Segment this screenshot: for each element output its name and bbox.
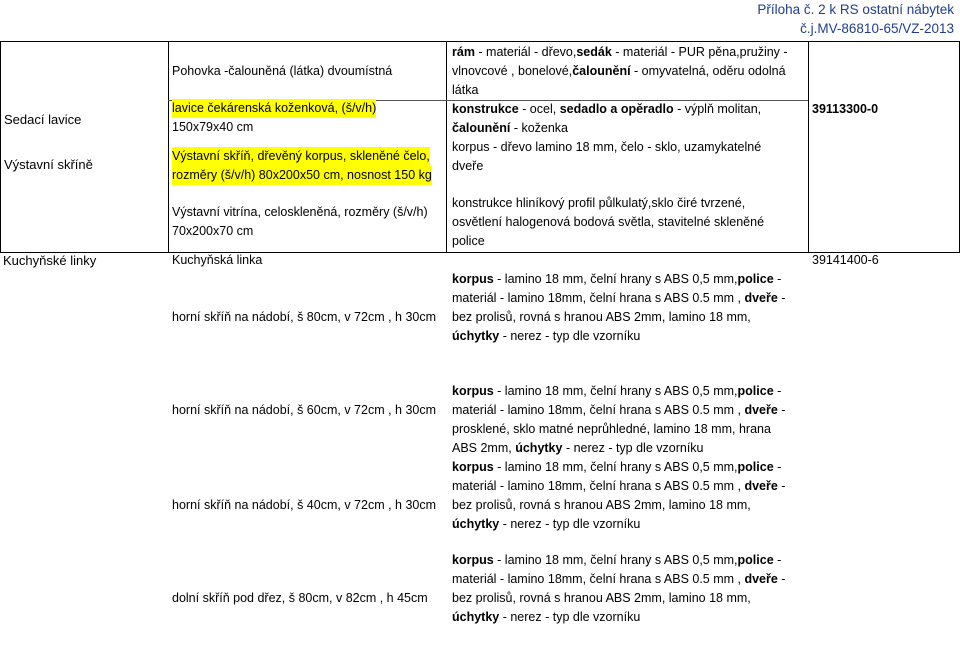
item-name-vystavni-skrin: Výstavní skříň, dřevěný korpus, skleněné čelo, rozměry (š/v/h) 80x200x50 cm, nosnost 150 kg (172, 147, 432, 185)
category-vystavni: Výstavní skříně (4, 157, 93, 172)
header-line-1: Příloha č. 2 k RS ostatní nábytek (757, 2, 954, 17)
header-line-2: č.j.MV-86810-65/VZ-2013 (800, 21, 954, 36)
desc-line: bez prolisů, rovná s hranou ABS 2mm, lamino 18 mm, (452, 591, 751, 605)
kitchen-item-name-4: dolní skříň pod dřez, š 80cm, v 82cm , h 45cm (172, 591, 428, 605)
code-sedaci: 39113300-0 (812, 102, 879, 116)
kuchynska-linka-label: Kuchyňská linka (172, 253, 263, 267)
desc-line: korpus - lamino 18 mm, čelní hrany s ABS 0,5 mm,police - (452, 384, 782, 398)
desc-line: korpus - lamino 18 mm, čelní hrany s ABS 0,5 mm,police - (452, 553, 782, 567)
desc-line: materiál - lamino 18mm, čelní hrana s ABS 0.5 mm , dveře - (452, 291, 786, 305)
kitchen-item-desc-4 (452, 551, 785, 627)
desc-line: rám - materiál - dřevo,sedák - materiál - PUR pěna,pružiny - (452, 45, 788, 59)
item-desc-vitrina (452, 194, 764, 251)
code-kuchynske: 39141400-6 (812, 253, 879, 267)
document-header (757, 0, 954, 38)
category-sedaci: Sedací lavice (4, 112, 82, 127)
desc-line: police (452, 234, 485, 248)
desc-line: ABS 2mm, úchytky - nerez - typ dle vzorníku (452, 441, 704, 455)
desc-line: látka (452, 83, 479, 97)
desc-line: dveře (452, 159, 484, 173)
item-desc-pohovka (452, 43, 788, 100)
desc-line: korpus - lamino 18 mm, čelní hrany s ABS 0,5 mm,police - (452, 272, 782, 286)
item-name-pohovka: Pohovka -čalouněná (látka) dvoumístná (172, 64, 393, 78)
table-divider-2 (446, 41, 447, 253)
desc-line: úchytky - nerez - typ dle vzorníku (452, 329, 641, 343)
desc-line: korpus - lamino 18 mm, čelní hrany s ABS 0,5 mm,police - (452, 460, 782, 474)
item-desc-vystavni-skrin (452, 138, 761, 176)
desc-line: materiál - lamino 18mm, čelní hrana s ABS 0.5 mm , dveře - (452, 479, 786, 493)
desc-line: úchytky - nerez - typ dle vzorníku (452, 517, 641, 531)
category-kuchynske: Kuchyňské linky (3, 253, 97, 268)
item-desc-lavice (452, 100, 761, 138)
desc-line: bez prolisů, rovná s hranou ABS 2mm, lamino 18 mm, (452, 310, 751, 324)
kitchen-item-name-2: horní skříň na nádobí, š 60cm, v 72cm , h 30cm (172, 403, 437, 417)
desc-line: úchytky - nerez - typ dle vzorníku (452, 610, 641, 624)
kitchen-item-desc-3 (452, 458, 785, 534)
desc-line: prosklené, sklo matné neprůhledné, lamino 18 mm, hrana (452, 422, 771, 436)
desc-line: vlnovcové , bonelové,čalounění - omyvatelná, oděru odolná (452, 64, 786, 78)
kitchen-item-name-3: horní skříň na nádobí, š 40cm, v 72cm , h 30cm (172, 498, 437, 512)
table-border-left (0, 41, 1, 253)
desc-line: osvětlení halogenová bodová světla, stavitelné skleněné (452, 215, 765, 229)
item-name-vitrina: Výstavní vitrína, celoskleněná, rozměry (š/v/h) 70x200x70 cm (172, 205, 428, 238)
kitchen-item-desc-1 (452, 270, 785, 346)
desc-line: korpus - dřevo lamino 18 mm, čelo - sklo, uzamykatelné (452, 140, 762, 154)
desc-line: konstrukce - ocel, sedadlo a opěradlo - výplň molitan, (452, 102, 762, 116)
table-border-top (0, 41, 960, 42)
kitchen-item-desc-2 (452, 382, 785, 458)
desc-line: bez prolisů, rovná s hranou ABS 2mm, lamino 18 mm, (452, 498, 751, 512)
desc-line: materiál - lamino 18mm, čelní hrana s ABS 0.5 mm , dveře - (452, 572, 786, 586)
kitchen-item-name-1: horní skříň na nádobí, š 80cm, v 72cm , h 30cm (172, 310, 437, 324)
desc-line: čalounění - koženka (452, 121, 569, 135)
table-divider-1 (168, 41, 169, 253)
desc-line: materiál - lamino 18mm, čelní hrana s ABS 0.5 mm , dveře - (452, 403, 786, 417)
desc-line: konstrukce hliníkový profil půlkulatý,sklo čiré tvrzené, (452, 196, 746, 210)
table-divider-3 (808, 41, 809, 253)
item-name-lavice: lavice čekárenská koženková, (š/v/h) 150x79x40 cm (172, 101, 377, 134)
